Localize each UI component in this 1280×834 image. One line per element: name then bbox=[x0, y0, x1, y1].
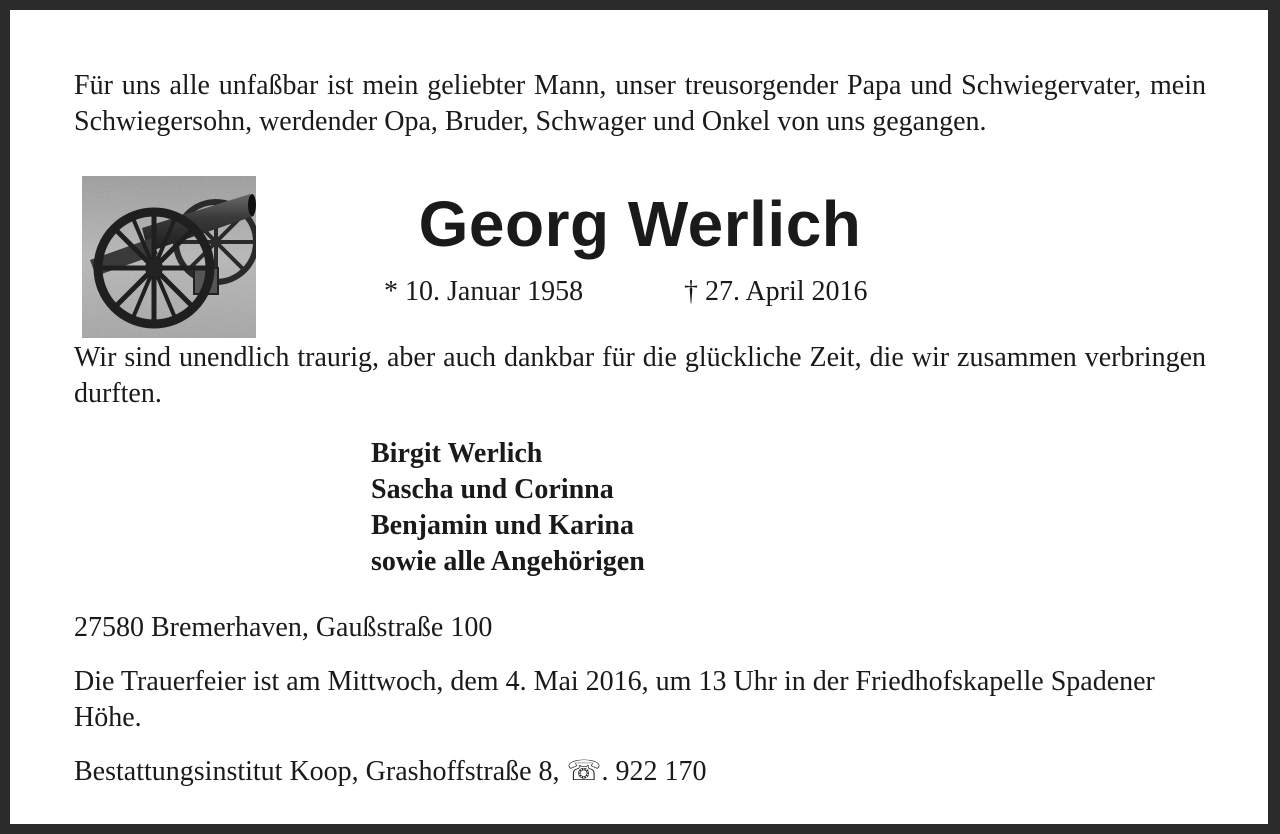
deceased-name: Georg Werlich bbox=[418, 188, 862, 260]
family-member: Benjamin und Karina bbox=[371, 510, 634, 541]
grateful-text: Wir sind unendlich traurig, aber auch dankbar für die glückliche Zeit, die wir zusammen verbringen durften. bbox=[74, 342, 1206, 409]
death-date: † 27. April 2016 bbox=[684, 276, 868, 307]
ceremony-info: Die Trauerfeier ist am Mittwoch, dem 4. Mai 2016, um 13 Uhr in der Friedhofskapelle Spadener Höhe. bbox=[74, 666, 1155, 733]
family-member: sowie alle Angehörigen bbox=[371, 546, 645, 577]
cannon-icon bbox=[82, 176, 256, 338]
undertaker-info: Bestattungsinstitut Koop, Grashoffstraße 8, ☏. 922 170 bbox=[74, 756, 707, 787]
life-dates bbox=[384, 274, 868, 310]
family-member: Sascha und Corinna bbox=[371, 474, 614, 505]
obituary-notice bbox=[10, 10, 1268, 824]
family-member: Birgit Werlich bbox=[371, 438, 543, 469]
birth-date: * 10. Januar 1958 bbox=[384, 276, 584, 307]
family-address: 27580 Bremerhaven, Gaußstraße 100 bbox=[74, 612, 493, 643]
intro-text: Für uns alle unfaßbar ist mein geliebter Mann, unser treusorgender Papa und Schwiegervater, mein Schwiegersohn, werdender Opa, Bruder, Schwager und Onkel von uns gegangen. bbox=[74, 70, 1206, 137]
cannon-photo bbox=[82, 176, 256, 338]
family-list bbox=[371, 436, 645, 580]
